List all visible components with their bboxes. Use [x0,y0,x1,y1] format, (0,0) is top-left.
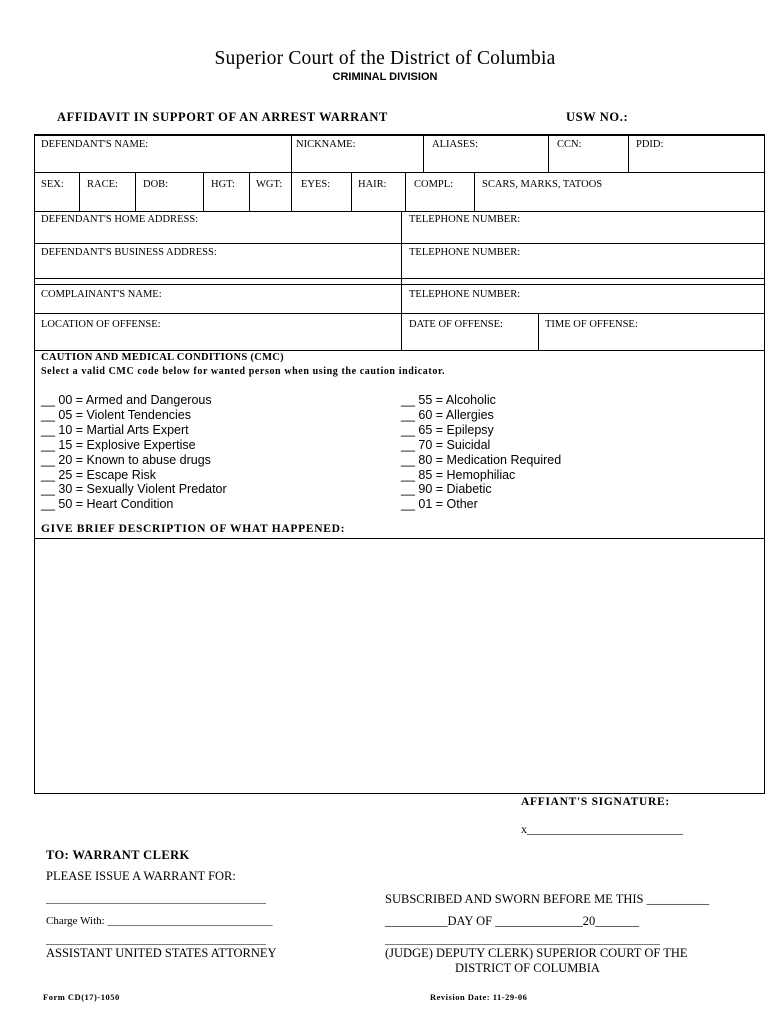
location-offense-label: LOCATION OF OFFENSE: [41,319,161,330]
telephone-label-home: TELEPHONE NUMBER: [409,214,521,225]
cmc-option[interactable]: __ 01 = Other [401,497,478,512]
affidavit-title: AFFIDAVIT IN SUPPORT OF AN ARREST WARRANT [57,110,388,124]
form-number: Form CD(17)-1050 [43,992,120,1002]
judge-signature-line[interactable]: __________________________________________________ [385,934,660,946]
hair-label: HAIR: [358,179,387,190]
cmc-right-list [401,393,561,512]
scars-label: SCARS, MARKS, TATOOS [482,179,603,190]
court-title: Superior Court of the District of Columbia [214,48,556,69]
cmc-option[interactable]: __ 10 = Martial Arts Expert [41,422,189,437]
cmc-instruction: Select a valid CMC code below for wanted person when using the caution indicator. [41,366,446,377]
wgt-label: WGT: [256,179,283,190]
race-label: RACE: [87,179,118,190]
cmc-option[interactable]: __ 90 = Diabetic [401,482,492,497]
defendant-name-line[interactable]: ________________________________________ [46,893,266,905]
cmc-option[interactable]: __ 85 = Hemophiliac [401,467,516,482]
sex-label: SEX: [41,179,64,190]
telephone-label-business: TELEPHONE NUMBER: [409,247,521,258]
cmc-option[interactable]: __ 60 = Allergies [401,407,494,422]
defendant-name-label: DEFENDANT'S NAME: [41,139,149,150]
subscribed-sworn-line[interactable]: SUBSCRIBED AND SWORN BEFORE ME THIS __________ [385,892,710,906]
cmc-option[interactable]: __ 00 = Armed and Dangerous [41,393,212,407]
telephone-label-complainant: TELEPHONE NUMBER: [409,289,521,300]
charge-with-line[interactable]: Charge With: ______________________________ [46,915,273,927]
home-address-label: DEFENDANT'S HOME ADDRESS: [41,214,199,225]
nickname-label: NICKNAME: [296,139,356,150]
usw-label: USW NO.: [566,110,629,124]
cmc-option[interactable]: __ 70 = Suicidal [401,437,491,452]
revision-date: Revision Date: 11-29-06 [430,992,528,1002]
date-offense-label: DATE OF OFFENSE: [409,319,503,330]
affiant-signature-label: AFFIANT'S SIGNATURE: [521,796,670,808]
complainant-name-label: COMPLAINANT'S NAME: [41,289,162,300]
compl-label: COMPL: [414,179,454,190]
cmc-heading: CAUTION AND MEDICAL CONDITIONS (CMC) [41,352,284,363]
judge-label: (JUDGE) DEPUTY CLERK) SUPERIOR COURT OF THE [385,946,688,960]
cmc-option[interactable]: __ 55 = Alcoholic [401,393,496,407]
attorney-signature-line[interactable]: ________________________________________ [46,934,266,946]
ccn-label: CCN: [557,139,582,150]
affiant-signature-line[interactable]: x__________________________ [521,822,683,836]
pdid-label: PDID: [636,139,664,150]
cmc-option[interactable]: __ 05 = Violent Tendencies [41,407,192,422]
hgt-label: HGT: [211,179,235,190]
cmc-option[interactable]: __ 80 = Medication Required [401,452,562,467]
description-heading: GIVE BRIEF DESCRIPTION OF WHAT HAPPENED: [41,523,346,535]
cmc-option[interactable]: __ 15 = Explosive Expertise [41,437,196,452]
dob-label: DOB: [143,179,169,190]
aliases-label: ALIASES: [432,139,479,150]
business-address-label: DEFENDANT'S BUSINESS ADDRESS: [41,247,217,258]
cmc-option[interactable]: __ 65 = Epilepsy [401,422,494,437]
description-area[interactable] [36,540,763,792]
time-offense-label: TIME OF OFFENSE: [545,319,638,330]
district-label: DISTRICT OF COLUMBIA [455,961,600,975]
cmc-option[interactable]: __ 50 = Heart Condition [41,497,174,512]
day-of-line[interactable]: __________DAY OF ______________20_______ [385,914,639,928]
division-label: CRIMINAL DIVISION [332,71,438,83]
warrant-clerk-heading: TO: WARRANT CLERK [46,848,190,862]
issue-warrant-label: PLEASE ISSUE A WARRANT FOR: [46,869,236,883]
eyes-label: EYES: [301,179,331,190]
cmc-option[interactable]: __ 25 = Escape Risk [41,467,156,482]
cmc-left-list [41,393,227,512]
cmc-option[interactable]: __ 20 = Known to abuse drugs [41,452,211,467]
attorney-label: ASSISTANT UNITED STATES ATTORNEY [46,946,277,960]
cmc-option[interactable]: __ 30 = Sexually Violent Predator [41,482,227,497]
